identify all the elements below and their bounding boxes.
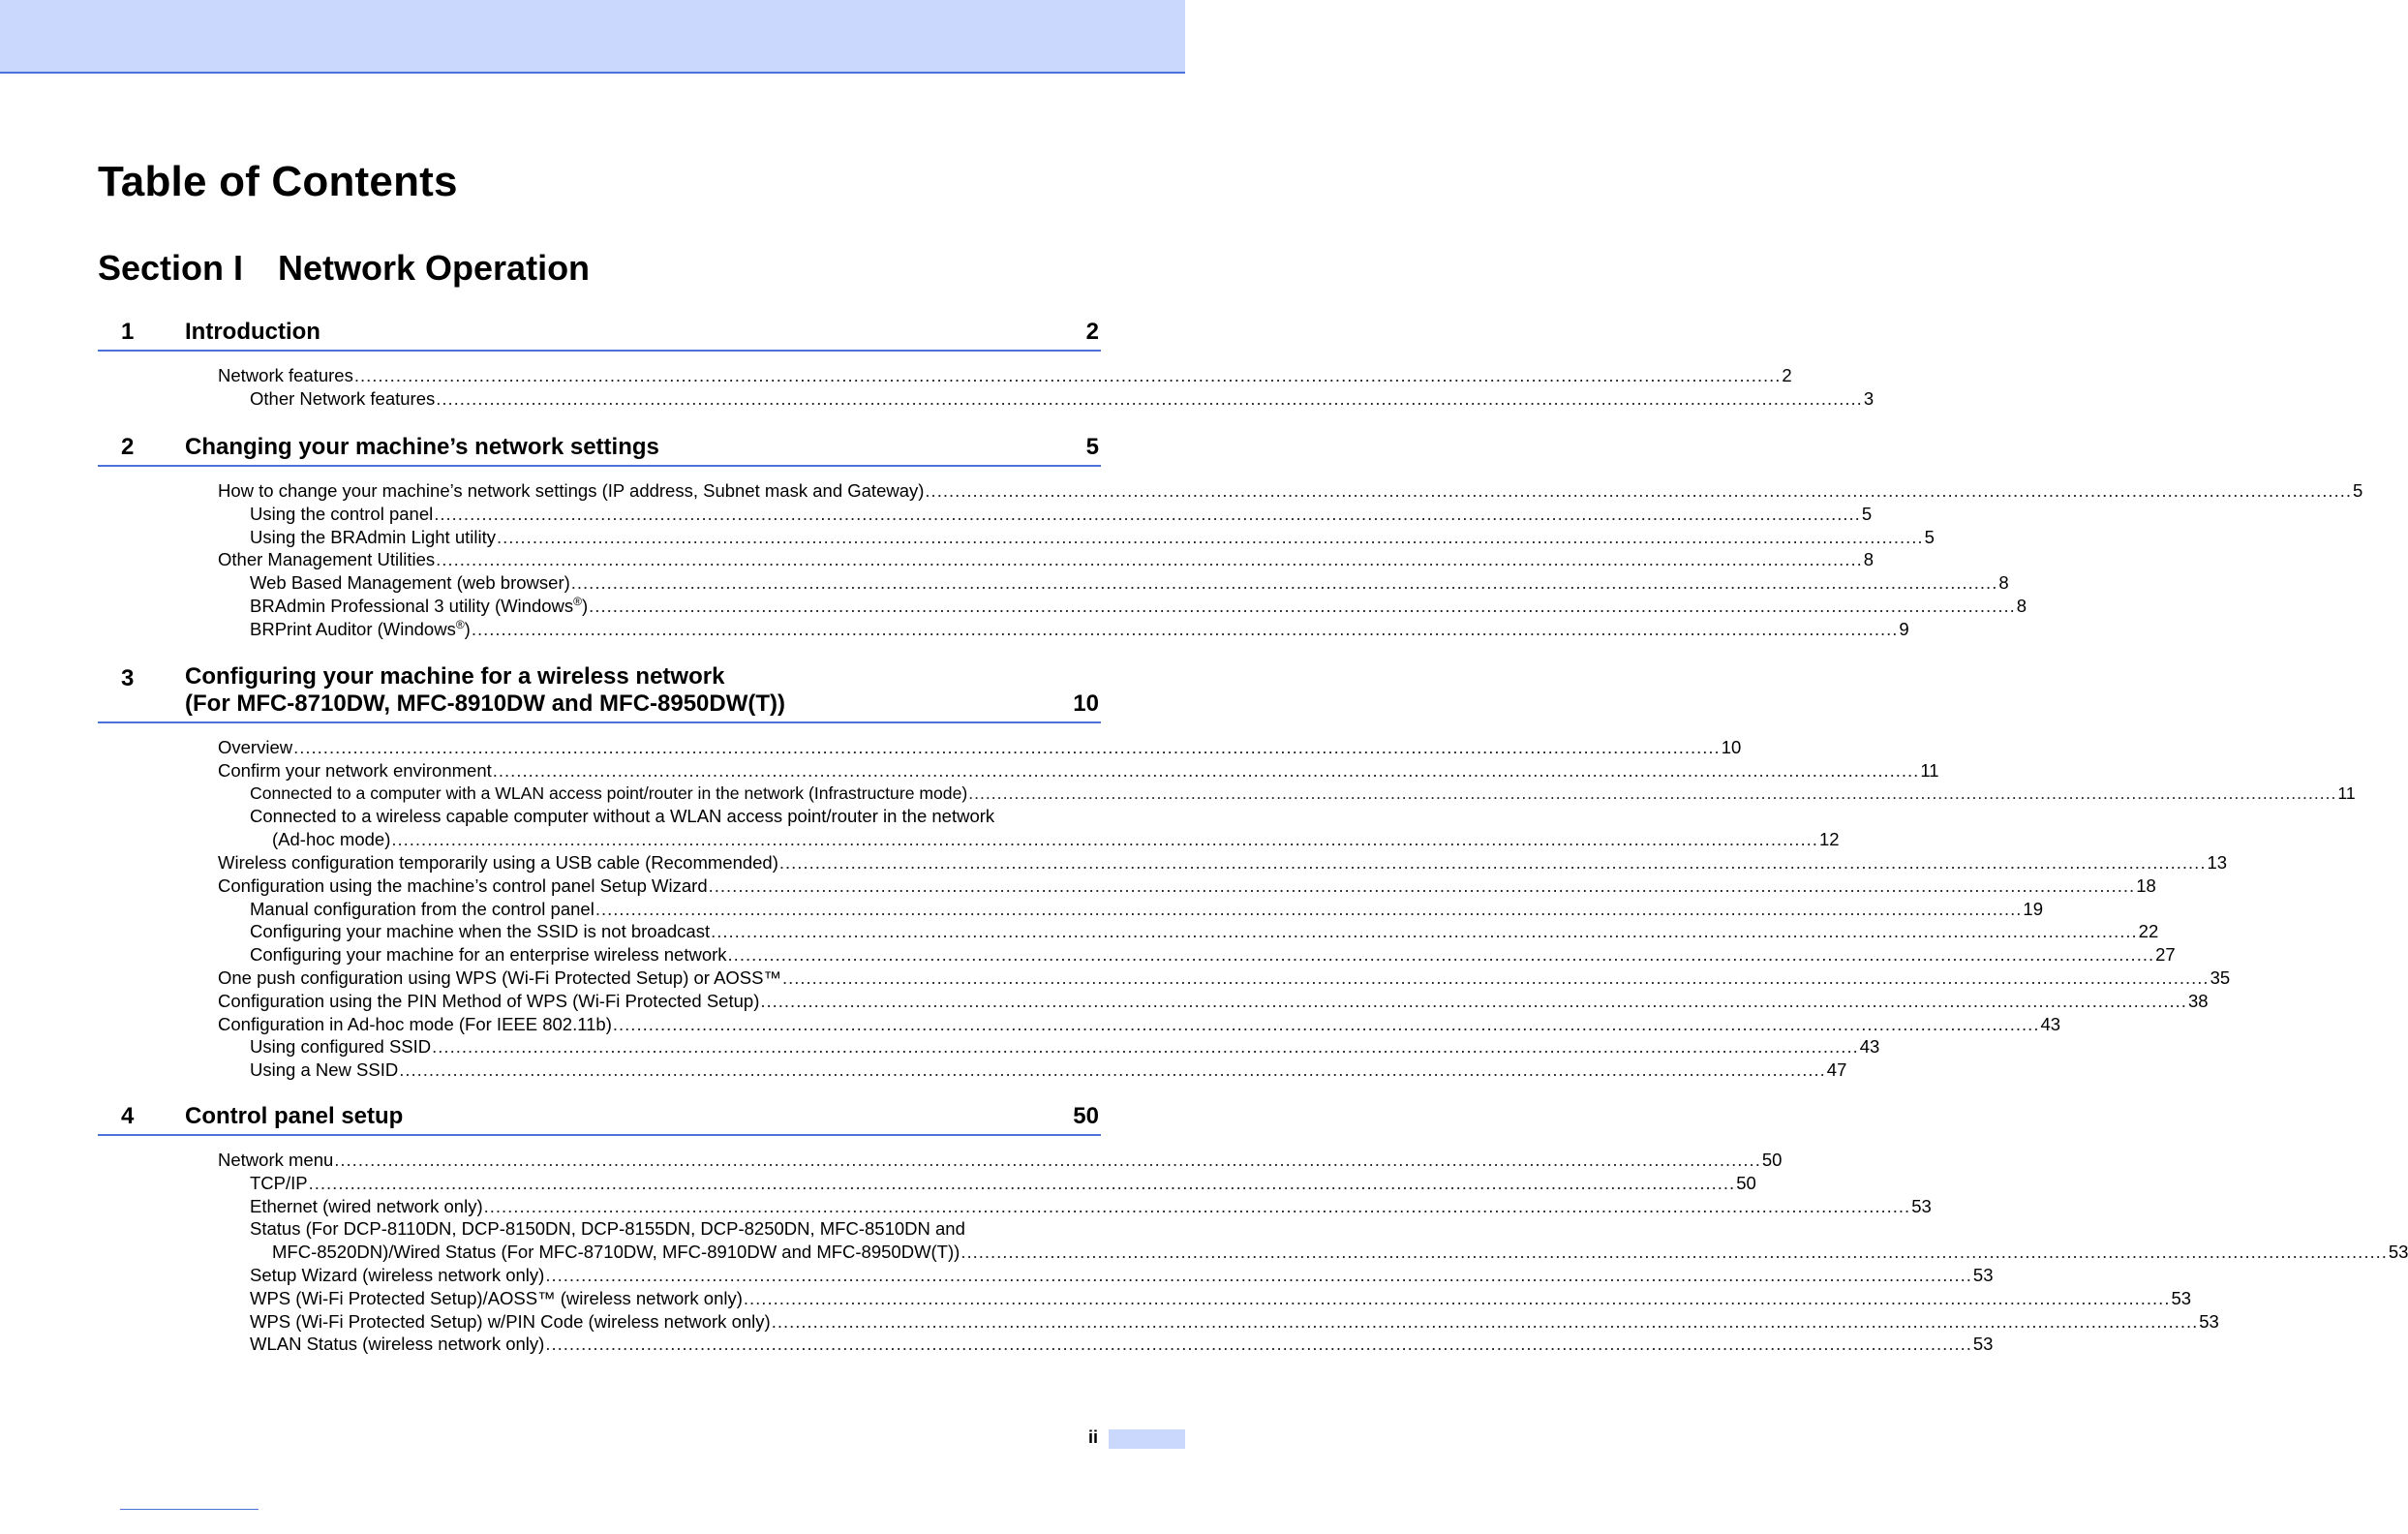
toc-entry[interactable]: Other Network features ................................................................................................................................................................................................................................................ 3: [250, 387, 1875, 409]
chapter-heading[interactable]: [98, 663, 1101, 723]
toc-entry[interactable]: Web Based Management (web browser) ................................................................................................................................................................................................................................................ 8: [250, 572, 2009, 594]
chapter-number: 1: [121, 319, 135, 345]
chapter-title: Configuring your machine for a wireless network (For MFC-8710DW, MFC-8910DW and MFC-8950DW(T)): [185, 663, 786, 717]
chapter-number: 3: [121, 665, 135, 691]
toc-entry[interactable]: Network features ................................................................................................................................................................................................................................................ 2: [218, 365, 1792, 385]
chapter-title: Control panel setup: [185, 1103, 404, 1129]
toc-entry[interactable]: Configuring your machine when the SSID is not broadcast ................................................................................................................................................................................................................................................ 22: [250, 921, 2159, 942]
page-tab: [1109, 1429, 1185, 1449]
toc-entry[interactable]: One push configuration using WPS (Wi-Fi Protected Setup) or AOSS™ ................................................................................................................................................................................................................................................ 35: [218, 966, 2231, 988]
chapter-page: 50: [1073, 1103, 1099, 1129]
toc-entry[interactable]: Connected to a computer with a WLAN access point/router in the network (Infrastructure mode) ................................................................................................................................................................................................................................................ 11: [250, 782, 2356, 803]
chapter-4: [98, 1103, 2408, 1356]
toc-entry[interactable]: Configuration using the PIN Method of WPS (Wi-Fi Protected Setup) ................................................................................................................................................................................................................................................ 38: [218, 990, 2209, 1011]
toc-entry[interactable]: Wireless configuration temporarily using a USB cable (Recommended) ................................................................................................................................................................................................................................................ 13: [218, 851, 2228, 873]
toc-entry[interactable]: Configuration in Ad-hoc mode (For IEEE 802.11b) ................................................................................................................................................................................................................................................ 43: [218, 1013, 2061, 1034]
toc-entry[interactable]: Using configured SSID ................................................................................................................................................................................................................................................ 43: [250, 1036, 1880, 1058]
toc-entry[interactable]: Status (For DCP-8110DN, DCP-8150DN, DCP-8155DN, DCP-8250DN, MFC-8510DN and: [250, 1218, 965, 1240]
section-heading: [98, 248, 590, 289]
toc-entry[interactable]: Configuring your machine for an enterprise wireless network ................................................................................................................................................................................................................................................ 27: [250, 944, 2176, 966]
toc-entry[interactable]: Ethernet (wired network only) ................................................................................................................................................................................................................................................ 53: [250, 1195, 1932, 1216]
toc-entry[interactable]: BRAdmin Professional 3 utility (Windows®) ................................................................................................................................................................................................................................................ 8: [250, 594, 2027, 616]
chapter-title: Changing your machine’s network settings: [185, 434, 659, 460]
toc-entries: [98, 364, 1875, 411]
toc-entry[interactable]: BRPrint Auditor (Windows®) ................................................................................................................................................................................................................................................ 9: [250, 617, 1909, 639]
toc-entry[interactable]: WPS (Wi-Fi Protected Setup) w/PIN Code (wireless network only) ................................................................................................................................................................................................................................................ 53: [250, 1310, 2219, 1332]
page-title: Table of Contents: [98, 158, 458, 205]
chapter-number: 2: [121, 434, 135, 460]
toc-entry[interactable]: Other Management Utilities ................................................................................................................................................................................................................................................ 8: [218, 549, 1875, 570]
toc-entry[interactable]: Overview ................................................................................................................................................................................................................................................ 10: [218, 737, 1742, 757]
toc-entry[interactable]: WPS (Wi-Fi Protected Setup)/AOSS™ (wireless network only) ................................................................................................................................................................................................................................................ 53: [250, 1287, 2192, 1308]
chapter-2: [98, 434, 2363, 641]
toc-entries: [98, 479, 2363, 641]
chapter-title: Introduction: [185, 319, 320, 345]
toc-entry[interactable]: Manual configuration from the control panel ................................................................................................................................................................................................................................................ 19: [250, 898, 2043, 919]
chapter-page: 2: [1085, 319, 1099, 345]
page-number: ii: [1088, 1427, 1099, 1447]
chapter-heading[interactable]: [98, 1103, 1101, 1136]
header-band: [0, 0, 1185, 74]
toc-entry[interactable]: Confirm your network environment ................................................................................................................................................................................................................................................ 11: [218, 759, 1939, 781]
toc-entry[interactable]: How to change your machine’s network settings (IP address, Subnet mask and Gateway) ................................................................................................................................................................................................................................................ 5: [218, 480, 2363, 501]
chapter-3: [98, 663, 2356, 1082]
toc-entry[interactable]: Setup Wizard (wireless network only) ................................................................................................................................................................................................................................................ 53: [250, 1264, 1994, 1285]
chapter-page: 5: [1085, 434, 1099, 460]
toc-entry[interactable]: Configuration using the machine’s control panel Setup Wizard ................................................................................................................................................................................................................................................ 18: [218, 874, 2156, 896]
section-title: Network Operation: [278, 248, 591, 288]
chapter-heading[interactable]: [98, 319, 1101, 352]
chapter-heading[interactable]: [98, 434, 1101, 467]
toc-entry[interactable]: Using the control panel ................................................................................................................................................................................................................................................ 5: [250, 503, 1873, 524]
toc-entry[interactable]: Using the BRAdmin Light utility ................................................................................................................................................................................................................................................ 5: [250, 526, 1935, 547]
toc-entry[interactable]: Connected to a wireless capable computer without a WLAN access point/router in the network: [250, 806, 995, 827]
footer-rule: [120, 1509, 259, 1510]
toc-entries: [98, 1149, 2408, 1356]
toc-entry[interactable]: TCP/IP ................................................................................................................................................................................................................................................ 50: [250, 1172, 1756, 1193]
chapter-page: 10: [1073, 690, 1099, 717]
chapter-1: [98, 319, 1875, 411]
toc-entry[interactable]: WLAN Status (wireless network only) ................................................................................................................................................................................................................................................ 53: [250, 1334, 1994, 1355]
toc-entry[interactable]: Network menu ................................................................................................................................................................................................................................................ 50: [218, 1150, 1783, 1170]
toc-entry-continuation[interactable]: MFC-8520DN)/Wired Status (For MFC-8710DW, MFC-8910DW and MFC-8950DW(T)) ................................................................................................................................................................................................................................................ 53: [272, 1242, 2408, 1263]
toc-entries: [98, 736, 2356, 1082]
toc-entry-continuation[interactable]: (Ad-hoc mode) ................................................................................................................................................................................................................................................ 12: [272, 829, 1840, 850]
section-number: Section I: [98, 248, 244, 288]
chapter-number: 4: [121, 1103, 135, 1129]
toc-entry[interactable]: Using a New SSID ................................................................................................................................................................................................................................................ 47: [250, 1059, 1847, 1081]
